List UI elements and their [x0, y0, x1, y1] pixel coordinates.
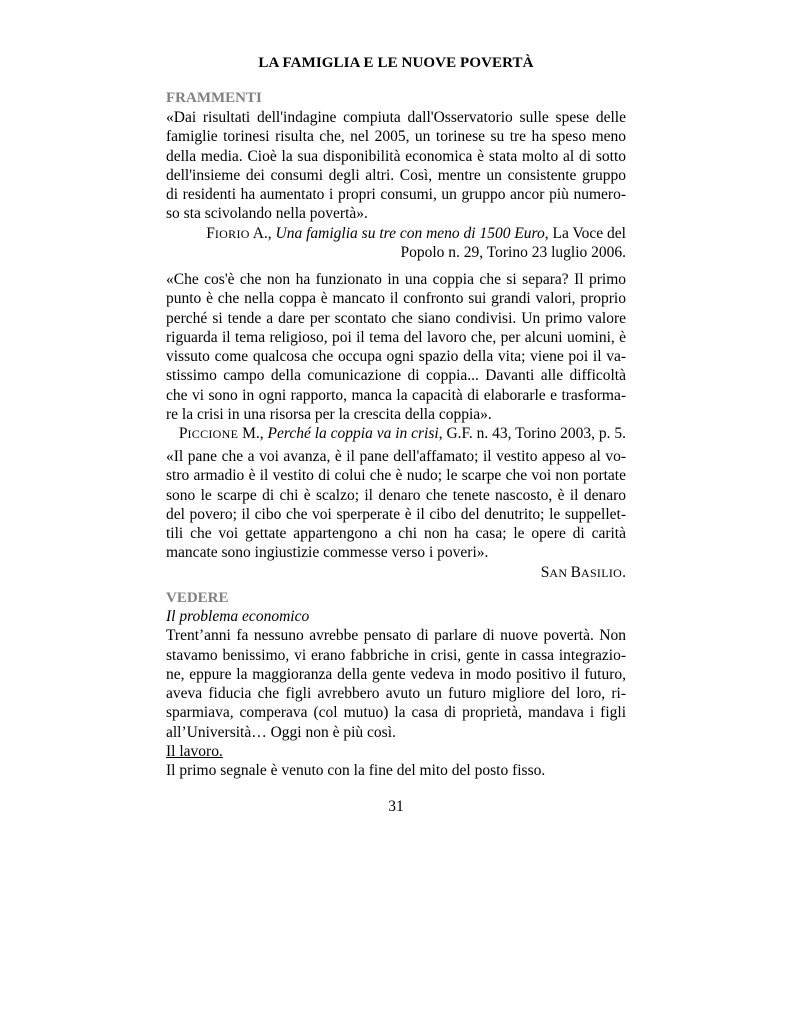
vedere-body: [166, 607, 626, 781]
quote-line: che vi sono in ogni rapporto, manca la capacità di elaborarle e trasforma-: [166, 386, 626, 404]
quote-line: riguarda il tema religioso, poi il tema del lavoro che, per alcuni uomini, è: [166, 328, 626, 346]
quote-line: so sta scivolando nella povertà».: [166, 205, 368, 223]
quote-line: della media. Cioè la sua disponibilità economica è stata molto al di sotto: [166, 147, 626, 165]
quote-osservatorio: [166, 108, 626, 262]
quote-line: del povero; il cibo che voi sperperate è il cibo del denutrito; le suppellet-: [166, 505, 626, 523]
body-line: aveva fiducia che figli avrebbero avuto un futuro migliore del loro, ri-: [166, 685, 626, 703]
quote-line: perché si tende a dare per scontato che siano condivisi. Un primo valore: [166, 309, 626, 327]
quote-line: «Il pane che a voi avanza, è il pane dell'affamato; il vestito appeso al vo-: [166, 448, 626, 465]
citation-fiorio: FIORIO A., Una famiglia su tre con meno di 1500 Euro, La Voce del: [206, 224, 626, 242]
quote-line: vissuto come qualcosa che occupa ogni spazio della vita; viene poi il va-: [166, 348, 626, 366]
subsection-lavoro: Il lavoro.: [166, 743, 223, 761]
quote-line: «Dai risultati dell'indagine compiuta dall'Osservatorio sulle spese delle: [166, 109, 626, 126]
body-line: Trent’anni fa nessuno avrebbe pensato di parlare di nuove povertà. Non: [166, 627, 626, 645]
citation-piccione: PICCIONE M., Perché la coppia va in crisi, G.F. n. 43, Torino 2003, p. 5.: [178, 425, 626, 443]
quote-line: famiglie torinesi risulta che, nel 2005, un torinese su tre ha speso meno: [166, 128, 626, 146]
subheading-problema-economico: Il problema economico: [166, 608, 310, 625]
body-line: sparmiava, comperava (col mutuo) la casa di proprietà, mandava i figli: [166, 704, 626, 722]
body-line: stavamo benissimo, vi erano fabbriche in crisi, gente in cassa integrazio-: [166, 646, 626, 664]
quote-line: stissimo campo della comunicazione di coppia... Davanti alle difficoltà: [166, 367, 626, 385]
quote-coppia: [166, 270, 626, 444]
quote-line: dell'insieme dei consumi degli altri. Così, mentre un consistente gruppo: [166, 166, 626, 184]
section-heading-vedere: VEDERE: [166, 590, 229, 606]
body-line: Il primo segnale è venuto con la fine del mito del posto fisso.: [166, 762, 546, 780]
citation-fiorio-continued: Popolo n. 29, Torino 23 luglio 2006.: [400, 244, 626, 262]
citation-san-basilio: SAN BASILIO.: [540, 563, 626, 581]
quote-line: mancate sono ingiustizie commesse verso i poveri».: [166, 544, 489, 562]
body-line: ne, eppure la maggioranza della gente vedeva in modo positivo il futuro,: [166, 665, 626, 683]
quote-line: tili che voi gettate appartengono a chi non ha casa; le opere di carità: [166, 525, 626, 543]
page-number: 31: [388, 798, 404, 815]
quote-line: sono le scarpe di chi è scalzo; il denaro che tenete nascosto, è il denaro: [166, 486, 626, 504]
quote-line: re la crisi in una risorsa per la crescita della coppia».: [166, 406, 492, 424]
body-line: all’Università… Oggi non è più così.: [166, 723, 396, 741]
quote-san-basilio: [166, 447, 626, 582]
page-title: LA FAMIGLIA E LE NUOVE POVERTÀ: [258, 55, 534, 71]
quote-line: di residenti ha aumentato i propri consumi, un gruppo ancor più numero-: [166, 186, 626, 204]
quote-line: punto è che nella coppa è mancato il confronto sui grandi valori, proprio: [166, 290, 626, 308]
quote-line: «Che cos'è che non ha funzionato in una coppia che si separa? Il primo: [166, 271, 626, 288]
quote-line: stro armadio è il vestito di colui che è nudo; le scarpe che voi non portate: [166, 467, 626, 485]
section-heading-frammenti: FRAMMENTI: [166, 90, 262, 106]
